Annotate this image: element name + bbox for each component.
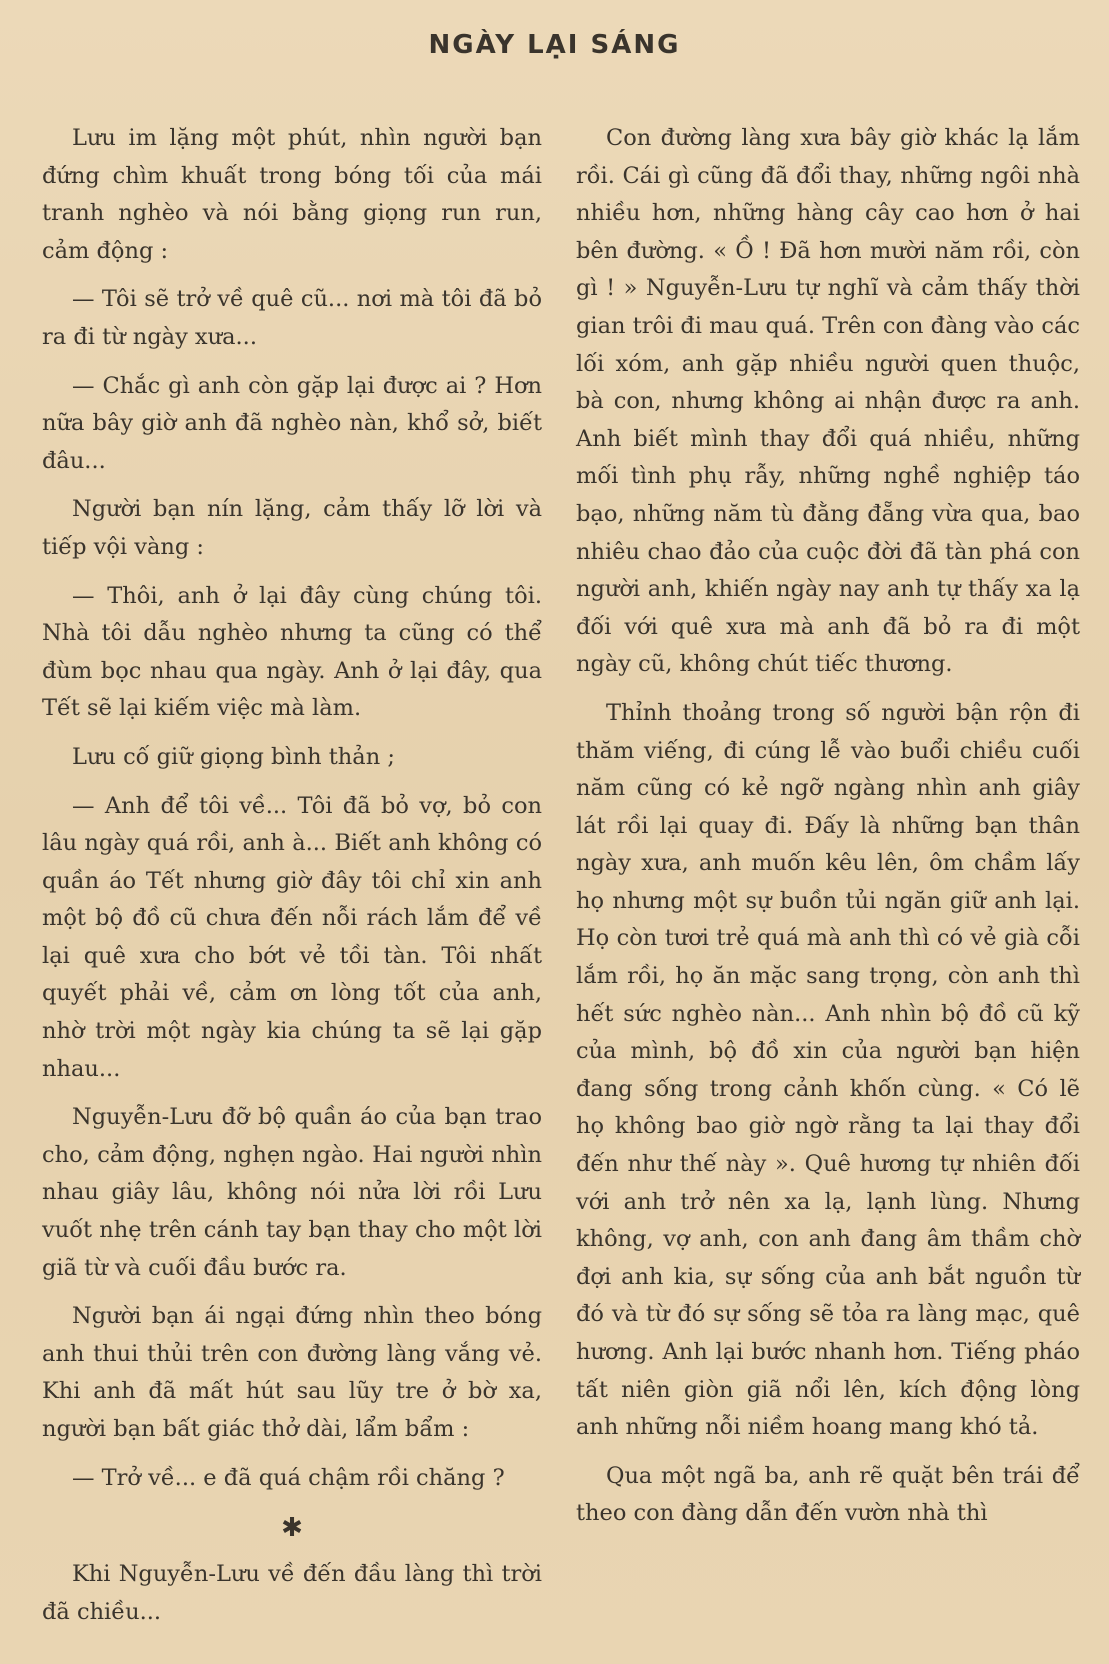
paragraph: Qua một ngã ba, anh rẽ quặt bên trái để theo con đàng dẫn đến vườn nhà thì (576, 1462, 1080, 1527)
paragraph: Lưu im lặng một phút, nhìn người bạn đứng chìm khuất trong bóng tối của mái tranh nghèo và nói bằng giọng run run, cảm động : (42, 125, 542, 264)
left-column (42, 120, 542, 1642)
paragraph: — Anh để tôi về... Tôi đã bỏ vợ, bỏ con lâu ngày quá rồi, anh à... Biết anh không có quần áo Tết nhưng giờ đây tôi chỉ xin anh một bộ đồ cũ chưa đến nỗi rách lắm để về lại quê xưa cho bớt vẻ tồi tàn. Tôi nhất quyết phải về, cảm ơn lòng tốt của anh, nhờ trời một ngày kia chúng ta sẽ lại gặp nhau... (42, 792, 542, 1082)
paragraph: — Trở về... e đã quá chậm rồi chăng ? (72, 1464, 505, 1491)
paragraph: — Tôi sẽ trở về quê cũ... nơi mà tôi đã bỏ ra đi từ ngày xưa... (42, 286, 542, 350)
paragraph: Lưu cố giữ giọng bình thản ; (72, 743, 395, 770)
paragraph: Khi Nguyễn-Lưu về đến đầu làng thì trời đã chiều... (42, 1561, 542, 1625)
page-header: NGÀY LẠI SÁNG (428, 30, 681, 60)
paragraph: Người bạn nín lặng, cảm thấy lỡ lời và tiếp vội vàng : (42, 496, 542, 560)
paragraph: Con đường làng xưa bây giờ khác lạ lắm rồi. Cái gì cũng đã đổi thay, những ngôi nhà nhiều hơn, những hàng cây cao hơn ở hai bên đường. « Ồ ! Đã hơn mười năm rồi, còn gì ! » Nguyễn-Lưu tự nghĩ và cảm thấy thời gian trôi đi mau quá. Trên con đàng vào các lối xóm, anh gặp nhiều người quen thuộc, bà con, nhưng không ai nhận được ra anh. Anh biết mình thay đổi quá nhiều, những mối tình phụ rẫy, những nghề nghiệp táo bạo, những năm tù đằng đẵng vừa qua, bao nhiêu chao đảo của cuộc đời đã tàn phá con người anh, khiến ngày nay anh tự thấy xa lạ đối với quê xưa mà anh đã bỏ ra đi một ngày cũ, không chút tiếc thương. (576, 125, 1080, 678)
paragraph: Thỉnh thoảng trong số người bận rộn đi thăm viếng, đi cúng lễ vào buổi chiều cuối năm cũng có kẻ ngỡ ngàng nhìn anh giây lát rồi lại quay đi. Đấy là những bạn thân ngày xưa, anh muốn kêu lên, ôm chầm lấy họ nhưng một sự buồn tủi ngăn giữ anh lại. Họ còn tươi trẻ quá mà anh thì có vẻ già cỗi lắm rồi, họ ăn mặc sang trọng, còn anh thì hết sức nghèo nàn... Anh nhìn bộ đồ cũ kỹ của mình, bộ đồ xin của người bạn hiện đang sống trong cảnh khốn cùng. « Có lẽ họ không bao giờ ngờ rằng ta lại thay đổi đến như thế này ». Quê hương tự nhiên đối với anh trở nên xa lạ, lạnh lùng. Nhưng không, vợ anh, con anh đang âm thầm chờ đợi anh kia, sự sống của anh bắt nguồn từ đó và từ đó sự sống sẽ tỏa ra làng mạc, quê hương. Anh lại bước nhanh hơn. Tiếng pháo tất niên giòn giã nổi lên, kích động lòng anh những nỗi niềm hoang mang khó tả. (576, 699, 1080, 1441)
paragraph: — Chắc gì anh còn gặp lại được ai ? Hơn nữa bây giờ anh đã nghèo nàn, khổ sở, biết đâu... (42, 372, 542, 474)
paragraph: — Thôi, anh ở lại đây cùng chúng tôi. Nhà tôi dẫu nghèo nhưng ta cũng có thể đùm bọc nhau qua ngày. Anh ở lại đây, qua Tết sẽ lại kiếm việc mà làm. (42, 582, 542, 722)
paragraph: Người bạn ái ngại đứng nhìn theo bóng anh thui thủi trên con đường làng vắng vẻ. Khi anh đã mất hút sau lũy tre ở bờ xa, người bạn bất giác thở dài, lẩm bẩm : (42, 1303, 542, 1442)
paragraph: Nguyễn-Lưu đỡ bộ quần áo của bạn trao cho, cảm động, nghẹn ngào. Hai người nhìn nhau giây lâu, không nói nửa lời rồi Lưu vuốt nhẹ trên cánh tay bạn thay cho một lời giã từ và cuối đầu bước ra. (42, 1104, 542, 1281)
right-column (576, 120, 1080, 1544)
section-divider: ✱ (281, 1513, 303, 1544)
